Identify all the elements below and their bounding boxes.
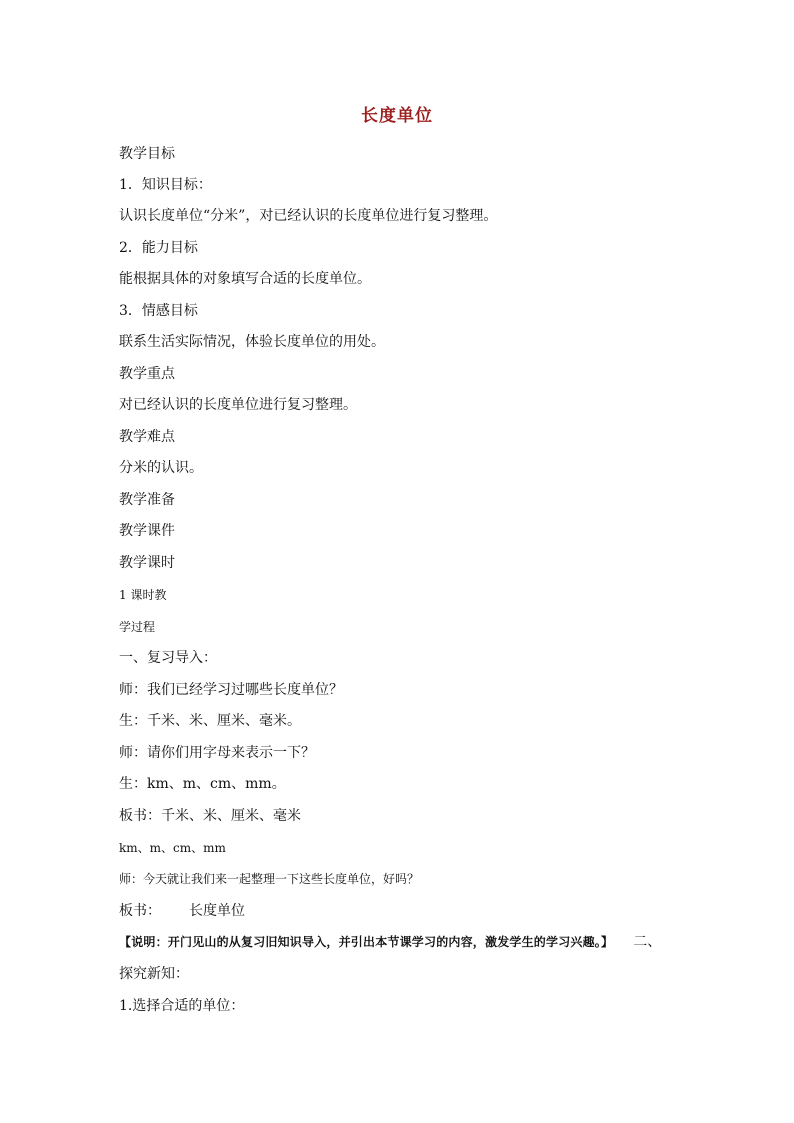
goal-ability-text: 能根据具体的对象填写合适的长度单位。: [119, 271, 371, 287]
class-hours-text: 1 课时教: [119, 588, 167, 602]
document-title: 长度单位: [361, 106, 433, 126]
goal-emotion: 3．情感目标: [119, 303, 198, 319]
preparation-text: 教学课件: [119, 523, 175, 539]
dialogue-teacher-3: 师：今天就让我们来一起整理一下这些长度单位，好吗？: [119, 872, 420, 886]
section-explore-new: 探究新知：: [119, 966, 189, 982]
goal-ability: 2．能力目标: [119, 240, 198, 256]
note-line: [119, 932, 661, 952]
dialogue-teacher-1: 师：我们已经学习过哪些长度单位？: [119, 682, 343, 698]
teaching-note: 【说明：开门见山的从复习旧知识导入，并引出本节课学习的内容，激发学生的学习兴趣。】: [119, 935, 614, 949]
goal-knowledge: 1．知识目标：: [119, 177, 212, 193]
section-two-number: 二、: [633, 934, 662, 950]
key-points-text: 对已经认识的长度单位进行复习整理。: [119, 397, 357, 413]
board-value: 长度单位: [189, 903, 245, 919]
board-writing-3: [119, 901, 245, 921]
dialogue-student-2: 生：km、m、cm、mm。: [119, 776, 286, 792]
goal-emotion-text: 联系生活实际情况，体验长度单位的用处。: [119, 334, 385, 350]
heading-class-hours: 教学课时: [119, 555, 175, 571]
board-writing-2: km、m、cm、mm: [119, 841, 226, 855]
heading-process: 学过程: [119, 620, 156, 634]
dialogue-student-1: 生：千米、米、厘米、毫米。: [119, 713, 301, 729]
board-label: 板书：: [119, 903, 161, 919]
goal-knowledge-text: 认识长度单位“分米”，对已经认识的长度单位进行复习整理。: [119, 208, 498, 224]
heading-key-points: 教学重点: [119, 366, 175, 382]
heading-difficulties: 教学难点: [119, 429, 175, 445]
section-review-intro: 一、复习导入：: [119, 650, 217, 666]
board-writing-1: 板书：千米、米、厘米、毫米: [119, 808, 301, 824]
difficulties-text: 分米的认识。: [119, 460, 203, 476]
dialogue-teacher-2: 师：请你们用字母来表示一下？: [119, 745, 315, 761]
subsection-choose-unit: 1.选择合适的单位：: [119, 998, 245, 1014]
heading-teaching-goals: 教学目标: [119, 146, 175, 162]
heading-preparation: 教学准备: [119, 492, 175, 508]
